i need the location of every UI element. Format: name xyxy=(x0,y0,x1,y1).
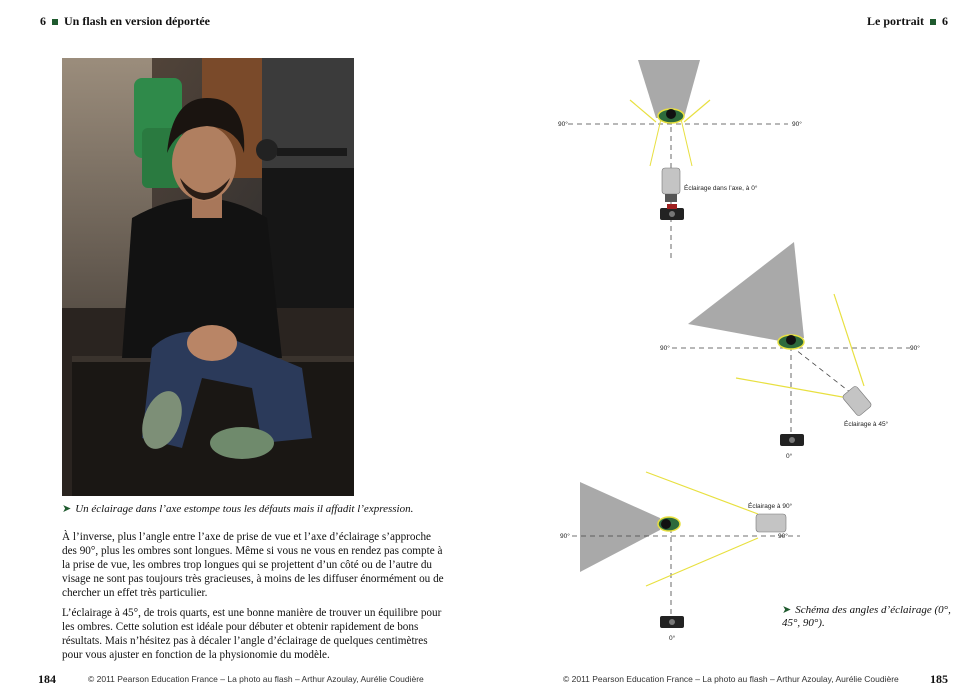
diagram-caption xyxy=(782,604,952,630)
paragraph: À l’inverse, plus l’angle entre l’axe de prise de vue et l’axe d’éclairage s’approche des 90°, plus les ombres sont longues. Même si vous ne vous en rendez pas compte à la prise de vue, les ombres trop longues qui se projettent d’un côté ou de l’autre du visage ne sont pas toujours très gracieuses, à moins de les diffuser énormément ou de chercher un effet très particulier. xyxy=(62,531,444,599)
caption-arrow-icon: ➤ xyxy=(782,604,792,616)
angle-label: 90° xyxy=(558,121,568,128)
subject-hair-icon xyxy=(661,519,671,529)
angle-label: 0° xyxy=(786,453,793,460)
camera-trigger-icon xyxy=(667,204,677,209)
portrait-photo-illustration xyxy=(62,58,354,496)
angle-label: 0° xyxy=(669,635,676,642)
camera-lens-icon xyxy=(789,437,795,443)
flash-foot-icon xyxy=(665,194,677,202)
paragraph: L’éclairage à 45°, de trois quarts, est une bonne manière de trouver un équilibre pour les ombres. Cette solution est idéale pour débuter et obtenir rapidement de bons résultats. Mais n’hésitez pas à décaler l’angle d’éclairage de quelques centimètres pour vous ajuster en fonction de la physionomie du modèle. xyxy=(62,607,442,661)
subject-hair-icon xyxy=(666,109,676,119)
flash-unit-icon xyxy=(662,168,680,194)
right-section-title: Le portrait xyxy=(867,14,924,28)
subject-hair-icon xyxy=(786,335,796,345)
camera-lens-icon xyxy=(669,211,675,217)
right-page-number: 185 xyxy=(930,672,948,686)
right-footer: © 2011 Pearson Education France – La photo au flash – Arthur Azoulay, Aurélie Coudière xyxy=(563,674,899,684)
camera-lens-icon xyxy=(669,619,675,625)
left-chapter-number: 6 xyxy=(40,14,46,28)
flash-ray xyxy=(646,538,758,586)
caption-arrow-icon: ➤ xyxy=(62,503,72,515)
diagram-45-degree xyxy=(660,242,920,460)
chapter-square-icon xyxy=(930,19,936,25)
portrait-photo xyxy=(62,58,354,496)
flash-position-label: Éclairage à 45° xyxy=(844,421,889,428)
flash-ray xyxy=(834,294,864,386)
angle-label: 90° xyxy=(910,345,920,352)
angle-label: 90° xyxy=(660,345,670,352)
flash-position-label: Éclairage à 90° xyxy=(748,503,793,510)
flash-ray xyxy=(681,119,692,166)
flash-ray xyxy=(646,472,758,514)
body-text xyxy=(62,530,444,668)
left-footer: © 2011 Pearson Education France – La photo au flash – Arthur Azoulay, Aurélie Coudière xyxy=(88,674,424,684)
photo-caption xyxy=(62,502,414,515)
shadow-cone xyxy=(688,242,804,341)
shadow-cone xyxy=(580,482,660,572)
angle-label: 90° xyxy=(560,533,570,540)
angle-label: 90° xyxy=(792,121,802,128)
photo-caption-text: Un éclairage dans l’axe estompe tous les défauts mais il affadit l’expression. xyxy=(75,503,414,515)
angle-label: 90° xyxy=(778,533,788,540)
flash-ray xyxy=(736,378,848,398)
flash-ray xyxy=(650,119,661,166)
flash-unit-icon xyxy=(756,514,786,532)
left-page-number: 184 xyxy=(38,672,56,686)
diagram-caption-text: Schéma des angles d’éclairage (0°, 45°, 90°). xyxy=(782,604,951,629)
flash-unit-icon xyxy=(842,385,873,416)
right-running-header xyxy=(867,14,948,29)
diagram-90-degree xyxy=(560,472,800,642)
left-chapter-title: Un flash en version déportée xyxy=(64,14,210,28)
lighting-angles-diagram xyxy=(548,56,948,646)
flash-position-label: Éclairage dans l’axe, à 0° xyxy=(684,185,758,192)
diagram-0-degree xyxy=(558,60,802,261)
chapter-square-icon xyxy=(52,19,58,25)
left-running-header xyxy=(40,14,210,29)
right-chapter-number: 6 xyxy=(942,14,948,28)
